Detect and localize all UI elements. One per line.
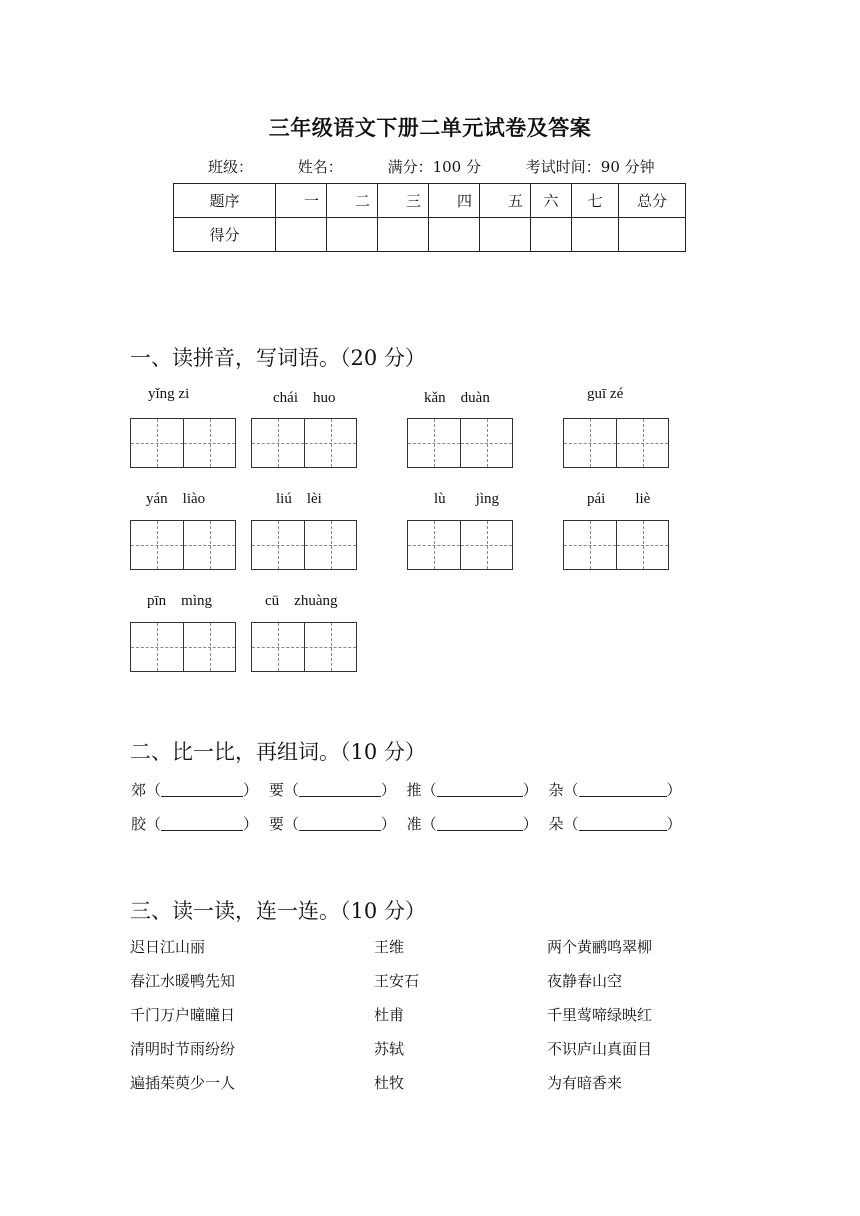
pinyin-9: pīn mìng: [147, 593, 213, 609]
section2-title: 二、比一比，再组词。（10 分）: [130, 740, 426, 764]
char: 郊: [131, 781, 147, 799]
paren-open: （: [421, 815, 437, 833]
paren-open: （: [146, 815, 162, 833]
score-cell[interactable]: [572, 218, 619, 252]
poem-line-right[interactable]: 两个黄鹂鸣翠柳: [547, 938, 653, 956]
poet-name[interactable]: 杜牧: [374, 1074, 405, 1092]
paren-open: （: [563, 815, 579, 833]
answer-blank[interactable]: [437, 816, 523, 831]
paren-open: （: [283, 815, 299, 833]
score-table-score-row: [174, 218, 686, 252]
section3-title: 三、读一读，连一连。（10 分）: [130, 899, 426, 923]
pinyin-10: cū zhuàng: [265, 593, 338, 609]
pinyin-3: kǎn duàn: [424, 390, 490, 406]
char: 胶: [131, 815, 147, 833]
answer-blank[interactable]: [579, 816, 667, 831]
paren-close: ）: [243, 815, 259, 833]
poem-line-left[interactable]: 清明时节雨纷纷: [130, 1040, 236, 1058]
pinyin-6: liú lèi: [276, 491, 322, 507]
poem-line-left[interactable]: 春江水暖鸭先知: [130, 972, 236, 990]
score-cell[interactable]: [378, 218, 429, 252]
class-label: 班级：: [208, 158, 254, 176]
poem-line-right[interactable]: 夜静春山空: [547, 972, 623, 990]
writing-grid-1[interactable]: [130, 418, 236, 468]
poet-name[interactable]: 杜甫: [374, 1006, 405, 1024]
col-2: 二: [327, 184, 378, 218]
char: 朵: [548, 815, 564, 833]
paren-close: ）: [380, 815, 396, 833]
poem-line-left[interactable]: 千门万户曈曈日: [130, 1006, 236, 1024]
poet-name[interactable]: 苏轼: [374, 1040, 405, 1058]
answer-blank[interactable]: [161, 816, 243, 831]
writing-grid-7[interactable]: [407, 520, 513, 570]
pinyin-8: pái liè: [587, 491, 651, 507]
col-1: 一: [276, 184, 327, 218]
answer-blank[interactable]: [299, 816, 381, 831]
writing-grid-4[interactable]: [563, 418, 669, 468]
pinyin-1: yǐng zi: [148, 386, 190, 402]
poem-line-left[interactable]: 遍插茱萸少一人: [130, 1074, 236, 1092]
paren-close: ）: [522, 781, 538, 799]
exam-time: 考试时间：90 分钟: [525, 158, 655, 176]
poet-name[interactable]: 王安石: [374, 972, 420, 990]
col-4: 四: [429, 184, 480, 218]
paren-close: ）: [666, 815, 682, 833]
paren-open: （: [146, 781, 162, 799]
score-table: [173, 183, 686, 252]
col-7: 七: [572, 184, 619, 218]
answer-blank[interactable]: [299, 782, 381, 797]
compare-row-1: [131, 779, 682, 800]
pinyin-7: lù jìng: [434, 491, 500, 507]
score-cell[interactable]: [531, 218, 572, 252]
pinyin-5: yán liào: [146, 491, 206, 507]
paren-close: ）: [522, 815, 538, 833]
answer-blank[interactable]: [437, 782, 523, 797]
paren-close: ）: [380, 781, 396, 799]
name-label: 姓名：: [297, 158, 343, 176]
writing-grid-5[interactable]: [130, 520, 236, 570]
score-cell[interactable]: [327, 218, 378, 252]
char: 要: [268, 815, 284, 833]
poem-line-right[interactable]: 千里莺啼绿映红: [547, 1006, 653, 1024]
char: 要: [268, 781, 284, 799]
score-cell[interactable]: [429, 218, 480, 252]
answer-blank[interactable]: [579, 782, 667, 797]
compare-row-2: [131, 813, 682, 834]
full-score: 满分：100 分: [387, 158, 481, 176]
paren-close: ）: [666, 781, 682, 799]
poet-name[interactable]: 王维: [374, 938, 405, 956]
poem-line-left[interactable]: 迟日江山丽: [130, 938, 206, 956]
col-total: 总分: [619, 184, 686, 218]
pinyin-2: chái huo: [273, 390, 336, 406]
char: 杂: [548, 781, 564, 799]
poem-line-right[interactable]: 不识庐山真面目: [547, 1040, 653, 1058]
page-title: 三年级语文下册二单元试卷及答案: [268, 115, 592, 140]
col-3: 三: [378, 184, 429, 218]
char: 准: [406, 815, 422, 833]
writing-grid-10[interactable]: [251, 622, 357, 672]
writing-grid-6[interactable]: [251, 520, 357, 570]
paren-open: （: [283, 781, 299, 799]
answer-blank[interactable]: [161, 782, 243, 797]
paren-open: （: [421, 781, 437, 799]
section1-title: 一、读拼音，写词语。（20 分）: [130, 346, 426, 370]
exam-info: [208, 156, 655, 177]
writing-grid-9[interactable]: [130, 622, 236, 672]
writing-grid-3[interactable]: [407, 418, 513, 468]
char: 推: [406, 781, 422, 799]
score-cell[interactable]: [619, 218, 686, 252]
score-cell[interactable]: [480, 218, 531, 252]
col-6: 六: [531, 184, 572, 218]
score-cell[interactable]: [276, 218, 327, 252]
writing-grid-2[interactable]: [251, 418, 357, 468]
writing-grid-8[interactable]: [563, 520, 669, 570]
poem-line-right[interactable]: 为有暗香来: [547, 1074, 623, 1092]
score-table-header-row: [174, 184, 686, 218]
pinyin-4: guī zé: [587, 386, 624, 402]
row-header-score: 得分: [174, 218, 276, 252]
col-5: 五: [480, 184, 531, 218]
row-header-order: 题序: [174, 184, 276, 218]
paren-close: ）: [243, 781, 259, 799]
paren-open: （: [563, 781, 579, 799]
